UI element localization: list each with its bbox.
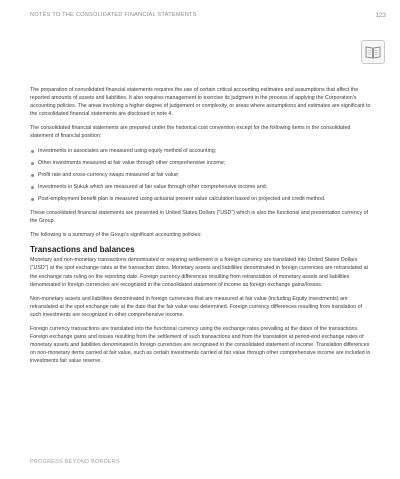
paragraph-estimates: The preparation of consolidated financial statements requires the use of certain critical accounting estimates and assumptions that affect the reported amounts of assets and liabilities. It also requires management to exercise its judgment in the process of applying the Corporation's accounting policies. The areas involving a higher degree of judgement or complexity, or areas where assumptions and estimates are significant to the consolidated financial statements are disclosed in note 4. [30,87,371,118]
list-item: Investments in Sukuk which are measured at fair value through other comprehensive income and; [30,183,372,191]
list-item: Post-employment benefit plan is measured using actuarial present value calculation based on projected unit credit method. [30,195,372,203]
paragraph-historical-cost: The consolidated financial statements are prepared under the historical cost convention except for the following items in the consolidated statement of financial position: [30,125,351,140]
main-content [30,86,372,371]
paragraph-summary-intro: The following is a summary of the Group's significant accounting policies: [30,232,202,239]
page-footer: PROGRESS BEYOND BORDERS [30,459,120,465]
page-header [30,9,386,21]
list-item: Investments in associates are measured using equity method of accounting; [30,147,372,155]
paragraph-currency: These consolidated financial statements are presented in United States Dollars (“USD”) which is also the functional and presentation currency of the Group. [30,210,368,225]
paragraph-non-monetary: Non-monetary assets and liabilities denominated in foreign currencies that are measured at fair value (including Equity investments) are retranslated at the spot exchange rate at the date that the fair value was determined. Foreign currency differences resulting from translation of such investments are recognized in other comprehensive income. [30,295,363,318]
list-item: Other investments measured at fair value through other comprehensive income; [30,159,372,167]
list-item: Profit rate and cross-currency swaps measured at fair value; [30,171,372,179]
paragraph-foreign-transactions: Foreign currency transactions are translated into the functional currency using the exchange rates prevailing at the dates of the transactions. Foreign exchange gains and losses resulting from the settlement of such transactions and from the translation at period-end exchange rates of monetary assets and liabilities denominated in foreign currencies are recognised in the consolidated statement of income. Translation differences on non-monetary items carried at fair value, such as certain investments carried at fair value through other comprehensive income are included in investments fair value reserve. [30,325,371,365]
measurement-list [30,147,372,203]
section-heading: Transactions and balances [30,245,135,255]
paragraph-monetary: Monetary and non-monetary transactions denominated or requiring settlement in a foreign currency are translated into United States Dollars (“USD”) at the spot exchange rates at the transaction dates. Monetary assets and liabilities denominated in foreign currencies are retranslated at the exchange rate ruling on the reporting date. Foreign currency differences resulting from retranslation of monetary assets and liabilities denominated in foreign currencies are recognized in the consolidated statement of income as foreign exchange gains/losses. [30,257,369,288]
book-icon-glyph [365,45,381,59]
book-icon[interactable] [361,40,385,64]
page-number: 123 [375,11,386,19]
header-title: NOTES TO THE CONSOLIDATED FINANCIAL STATEMENTS [30,12,197,18]
